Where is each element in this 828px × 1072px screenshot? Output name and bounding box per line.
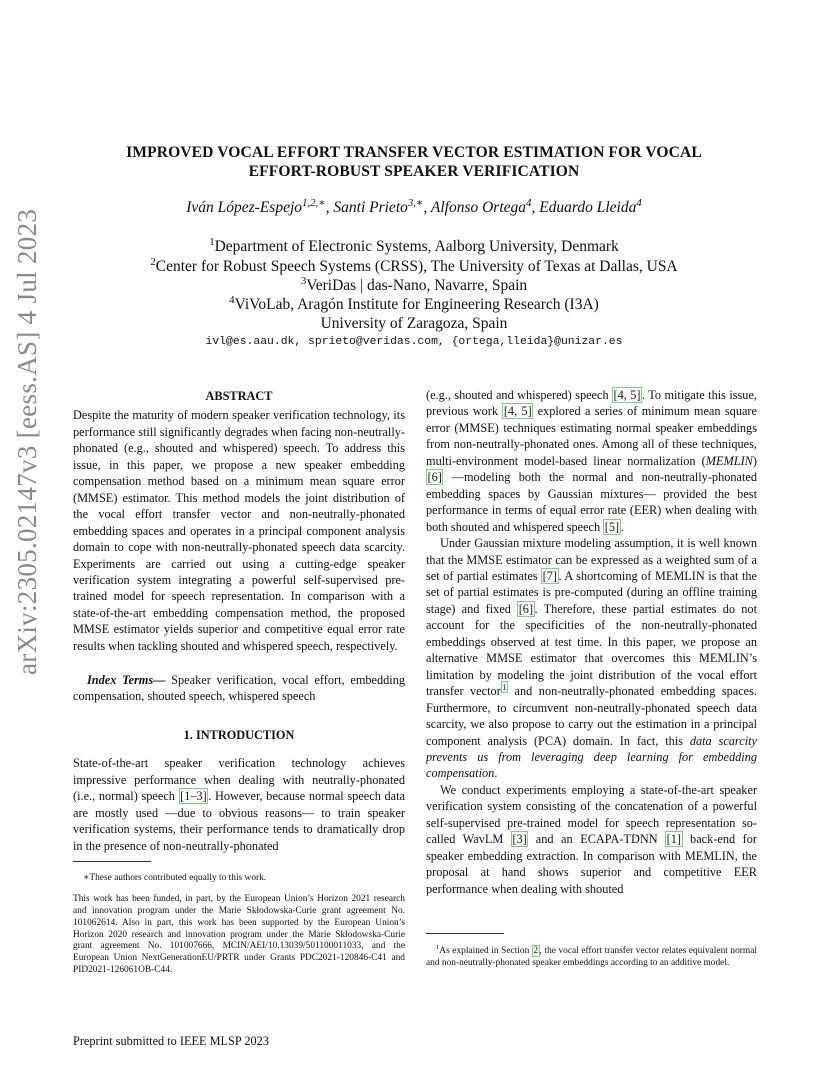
affiliation-5-text: University of Zaragoza, Spain (320, 315, 508, 332)
author-list: Iván López-Espejo$^{1,2,∗}$, Santi Prieto$^{3,∗}$, Alfonso Ortega$^4$, Eduardo Lleida$^4$ (186, 196, 642, 216)
author-emails: ivl@es.aau.dk, sprieto@veridas.com, {ortega,lleida}@unizar.es (205, 336, 623, 348)
rp1-text-3: explored a series of minimum mean square error (MMSE) techniques estimating normal speaker embeddings from non-neutrally-phonated ones. Among all of these techniques, multi-environment model-based linear normalization ( (426, 404, 757, 468)
abstract-heading: ABSTRACT (205, 389, 273, 403)
affiliation-3-mark: 3 (300, 274, 307, 287)
right-paragraph-3 (426, 782, 757, 897)
index-terms-text: Speaker verification, vocal effort, embedding compensation, shouted speech, whispered speech (73, 673, 405, 704)
author-4: Eduardo Lleida (539, 199, 637, 216)
rp1-text-2: . To mitigate this issue, previous work (426, 388, 757, 419)
affiliation-1-text: Department of Electronic Systems, Aalborg University, Denmark (214, 238, 619, 255)
left-footnotes (73, 864, 405, 986)
equal-contribution-note: ∗These authors contributed equally to this work. (83, 873, 267, 884)
affiliation-1-mark: 1 (209, 235, 215, 248)
abstract-text: Despite the maturity of modern speaker verification technology, its performance still significantly degrades when facing non-neutrally-phonated (e.g., shouted and whispered) speech. To address this issue, in this paper, we propose a new speaker embedding compensation method based on a minimum mean square error (MMSE) estimator. This method models the joint distribution of the vocal effort transfer vector and non-neutrally-phonated embedding spaces and operates in a principal component analysis domain to cope with non-neutrally-phonated speech data scarcity. Experiments are carried out using a cutting-edge speaker verification system integrating a powerful self-supervised pre-trained model for speech representation. In comparison with a state-of-the-art embedding compensation method, the proposed MMSE estimator yields superior and competitive equal error rate results when tackling shouted and whispered speech, respectively. (73, 408, 405, 653)
footnote-1-mark: 1 (436, 944, 440, 952)
affiliation-3-text: VeriDas | das-Nano, Navarre, Spain (306, 277, 528, 294)
intro-text-1: State-of-the-art speaker verification technology achieves impressive performance when dealing with neutrally-phonated (i.e., normal) speech (73, 756, 405, 804)
footnote-1-text-2: , the vocal effort transfer vector relates equivalent normal and non-neutrally-phonated speaker embeddings according to an additive model. (426, 946, 757, 969)
affiliation-1 (100, 237, 728, 256)
author-2-marks: 3,∗ (407, 196, 424, 209)
index-terms-label: Index Terms— (87, 673, 166, 687)
author-3-marks: 4 (526, 196, 532, 209)
right-footnote (426, 937, 757, 979)
citation-link[interactable]: [6] (427, 470, 442, 485)
introduction-heading: 1. INTRODUCTION (183, 728, 295, 742)
rp2-text-4: and non-neutrally-phonated embedding spaces. Furthermore, to circumvent non-neutrally-phonated speech data scarcity, we also propose to carry out the estimation in a principal component analysis (PCA) domain. In fact, this (426, 684, 757, 748)
memlin-acronym: MEMLIN (705, 453, 753, 468)
paper-title (100, 143, 728, 181)
rp1-text-1: (e.g., shouted and whispered) speech (426, 388, 613, 402)
introduction-section (73, 727, 405, 854)
rp2-text-1: Under Gaussian mixture modeling assumption, it is well known that the MMSE estimator can be expressed as a weighted sum of a set of partial estimates (426, 536, 757, 583)
affiliation-2-text: Center for Robust Speech Systems (CRSS), The University of Texas at Dallas, USA (155, 258, 678, 275)
rp3-text-2: and an ECAPA-TDNN (528, 832, 666, 847)
rp2-text-2: . A shortcoming of MEMLIN is that the set of partial estimates is pre-computed (during an offline training stage) and fixed (426, 568, 757, 616)
rp3-text-3: back-end for speaker embedding extraction. In comparison with MEMLIN, the proposal at hand shows superior and competitive EER performance when dealing with shouted (426, 832, 757, 896)
rp1-text-5: —modeling both the normal and non-neutrally-phonated embedding spaces by Gaussian mixtures— provided the best performance in terms of equal error rate (EER) when dealing with both shouted and whispered speech (426, 470, 757, 534)
author-1: Iván López-Espejo (186, 199, 302, 216)
preprint-note: Preprint submitted to IEEE MLSP 2023 (73, 1034, 269, 1048)
funding-note: This work has been funded, in part, by the European Union’s Horizon 2021 research and innovation program under the Marie Skłodowska-Curie grant agreement No. 101062614. Also in part, this work has been supported by the European Union’s Horizon 2020 research and innovation program under the Marie Skłodowska-Curie grant agreement No. 101007666, MCIN/AEI/10.13039/501100011033, and the European Union NextGenerationEU/PRTR under Grants PDC2021-120846-C41 and PID2021-126061OB-C44. (73, 894, 405, 975)
citation-link[interactable]: [5] (604, 519, 620, 534)
rp2-text-5: . (494, 766, 498, 781)
right-column-text (426, 387, 757, 897)
author-2: Santi Prieto (333, 199, 408, 216)
affiliation-2-mark: 2 (150, 255, 156, 268)
citation-link[interactable]: [3] (512, 832, 527, 847)
rp2-text-3: . Therefore, these partial estimates do not account for the specificities of the non-neutrally-phonated embeddings observed at test time. In this paper, we propose an alternative MMSE estimator that overcomes this MEMLIN’s limitation by modeling the joint distribution of the vocal effort transfer vector (426, 601, 757, 699)
intro-text-2: . However, because normal speech data are mostly used —due to obvious reasons— to train speaker verification systems, their performance tends to dramatically drop in the presence of non-neutrally-phonated (73, 789, 405, 853)
footnote-rule-left (73, 861, 151, 862)
rp2-emphasis: data scarcity prevents us from leveraging deep learning for embedding compensation (426, 733, 758, 781)
citation-link[interactable]: [6] (518, 601, 534, 616)
footnote-1-text-1: As explained in Section (439, 946, 532, 957)
affiliation-3 (100, 276, 728, 295)
author-3: Alfonso Ortega (430, 199, 527, 216)
introduction-paragraph (73, 755, 405, 854)
section-link[interactable]: 2 (533, 946, 539, 957)
citation-link[interactable]: [1] (666, 832, 682, 847)
affiliation-5 (100, 314, 728, 333)
right-paragraph-2 (426, 535, 757, 782)
title-line-1: IMPROVED VOCAL EFFORT TRANSFER VECTOR ESTIMATION FOR VOCAL (126, 144, 702, 161)
rp1-text-6: . (620, 519, 624, 534)
rp1-text-4: ) (752, 453, 757, 468)
citation-link[interactable]: [1–3] (180, 789, 207, 804)
citation-link[interactable]: [7] (542, 568, 557, 583)
affiliation-4 (100, 295, 728, 314)
index-terms (73, 672, 405, 705)
author-1-marks: 1,2,∗ (302, 196, 326, 209)
footnote-link[interactable]: 1 (502, 682, 507, 693)
author-4-marks: 4 (636, 196, 642, 209)
rp3-text-1: We conduct experiments employing a state-of-the-art speaker verification system consisting of the concatenation of a powerful self-supervised pre-trained model for speech representation so-called WavLM (426, 782, 757, 847)
citation-link[interactable]: [4, 5] (613, 388, 641, 402)
affiliation-4-mark: 4 (229, 293, 235, 306)
right-paragraph-1 (426, 387, 757, 535)
affiliation-2 (100, 257, 728, 276)
affiliation-4-text: ViVoLab, Aragón Institute for Engineering Research (I3A) (234, 296, 599, 313)
title-line-2: EFFORT-ROBUST SPEAKER VERIFICATION (248, 163, 580, 180)
arxiv-identifier: arXiv:2305.02147v3 [eess.AS] 4 Jul 2023 (12, 208, 42, 675)
abstract-section (73, 388, 405, 654)
footnote-rule-right (426, 933, 504, 934)
citation-link[interactable]: [4, 5] (503, 404, 532, 419)
